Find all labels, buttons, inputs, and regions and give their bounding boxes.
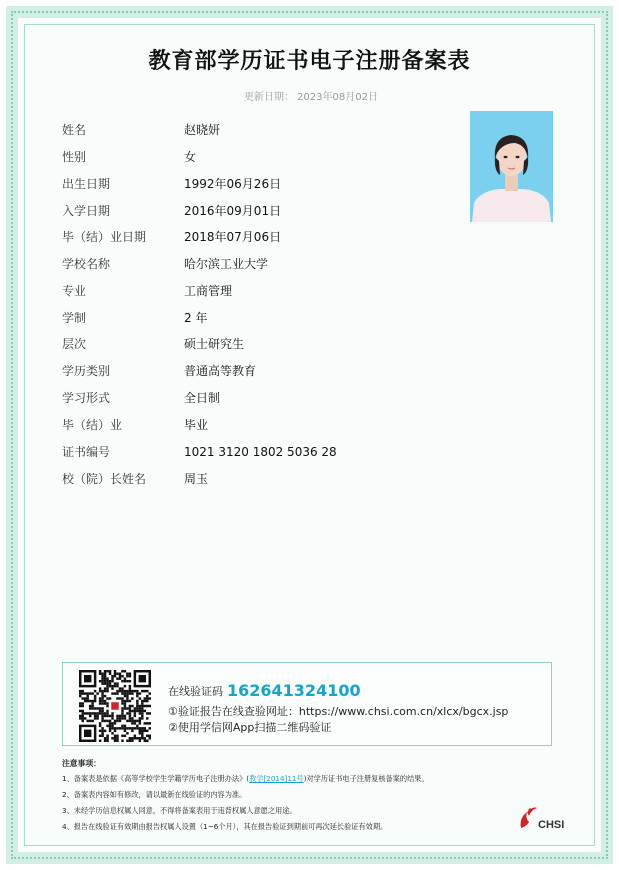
- field-value: 女: [184, 150, 197, 164]
- field-value: 1992年06月26日: [184, 177, 282, 191]
- notes-title: 注意事项：: [62, 759, 101, 768]
- note-item: 4、报告在线验证有效期由报告权属人设置（1~6个月），其在报告验证到期前可再次延长验证有效期。: [62, 822, 388, 831]
- field-label: 学校名称: [62, 257, 111, 271]
- field-label: 学制: [62, 311, 87, 325]
- update-date: [0, 88, 619, 103]
- note-text: )对学历证书电子注册复核备案的结果。: [303, 774, 429, 783]
- field-label: 学历类别: [62, 364, 111, 378]
- field-value: 哈尔滨工业大学: [184, 257, 269, 271]
- field-value: 全日制: [184, 391, 221, 405]
- regulation-link[interactable]: 教学[2014]11号: [249, 774, 304, 783]
- field-value: 周玉: [184, 472, 209, 486]
- field-label: 层次: [62, 337, 87, 351]
- field-label: 毕（结）业: [62, 418, 123, 432]
- verification-box: [62, 662, 552, 746]
- field-value: 普通高等教育: [184, 364, 257, 378]
- portrait-image: [470, 111, 553, 222]
- field-label: 姓名: [62, 123, 87, 137]
- field-label: 出生日期: [62, 177, 111, 191]
- field-value: 赵晓妍: [184, 123, 221, 137]
- field-label: 证书编号: [62, 445, 111, 459]
- field-label: 毕（结）业日期: [62, 230, 147, 244]
- field-value: 2018年07月06日: [184, 230, 282, 244]
- field-label: 性别: [62, 150, 87, 164]
- update-label: 更新日期：: [244, 92, 295, 103]
- note-item: [62, 774, 429, 784]
- field-value: 1021 3120 1802 5036 28: [184, 445, 337, 459]
- verify-code-line: [168, 681, 361, 700]
- field-value: 2 年: [184, 311, 208, 325]
- field-value: 硕士研究生: [184, 337, 245, 351]
- field-label: 入学日期: [62, 204, 111, 218]
- field-label: 专业: [62, 284, 87, 298]
- notes-section: [62, 758, 532, 831]
- field-label: 学习形式: [62, 391, 111, 405]
- page-title: 教育部学历证书电子注册备案表: [148, 49, 471, 74]
- field-label: 校（院）长姓名: [62, 472, 147, 486]
- note-item: 3、未经学历信息权属人同意，不得将备案表用于违背权属人意愿之用途。: [62, 806, 297, 815]
- field-value: 2016年09月01日: [184, 204, 282, 218]
- field-value: 工商管理: [184, 284, 233, 298]
- qr-code-icon[interactable]: [79, 670, 151, 742]
- field-value: 毕业: [184, 418, 209, 432]
- chsi-logo-text: CHSI: [538, 819, 565, 831]
- verify-app-line: ②使用学信网App扫描二维码验证: [168, 721, 332, 734]
- id-photo: [470, 111, 553, 222]
- update-value: 2023年08月02日: [297, 92, 378, 103]
- verify-code: 162641324100: [227, 681, 361, 700]
- verify-code-label: 在线验证码: [168, 685, 223, 698]
- note-item: 2、备案表内容如有修改，请以最新在线验证的内容为准。: [62, 790, 247, 799]
- verify-url-line: ①验证报告在线查验网址：https://www.chsi.com.cn/xlcx/bgcx.jsp: [168, 705, 509, 718]
- note-text: 1、备案表是依据《高等学校学生学籍学历电子注册办法》(: [62, 774, 250, 783]
